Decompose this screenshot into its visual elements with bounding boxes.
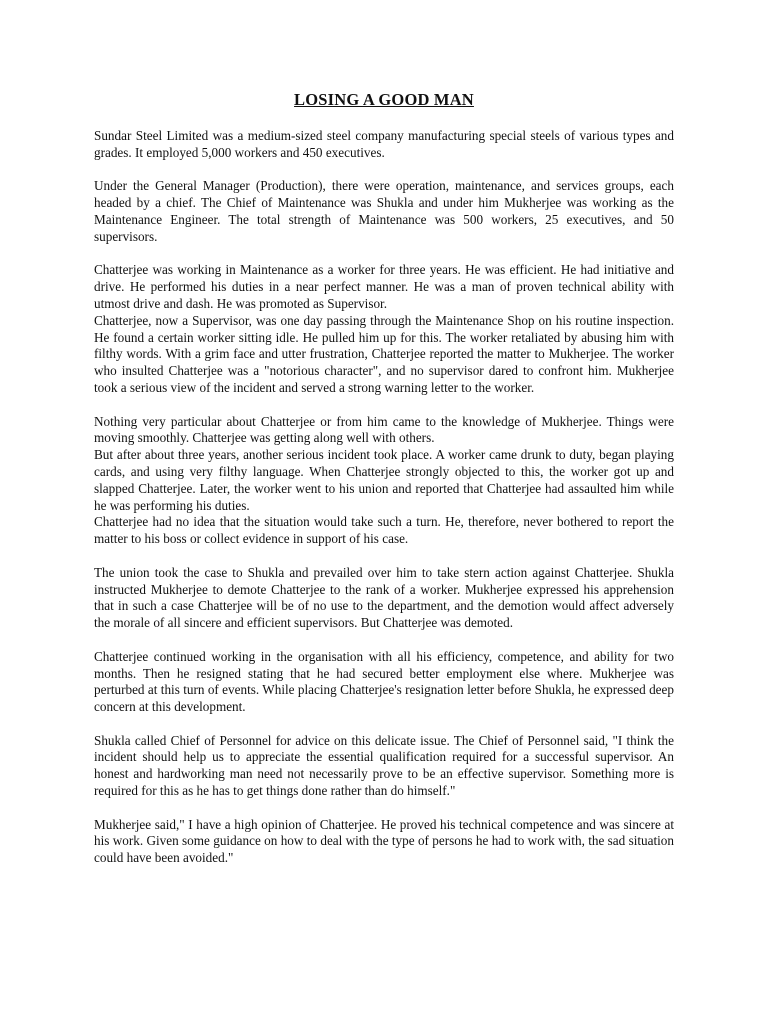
paragraph-mukherjee-opinion: Mukherjee said," I have a high opinion of Chatterjee. He proved his technical competence and was sincere at his work. Given some guidance on how to deal with the type of persons he had to work with, the sad situation could have been avoided." bbox=[94, 816, 674, 866]
paragraph-first-incident: Chatterjee, now a Supervisor, was one day passing through the Maintenance Shop on his routine inspection. He found a certain worker sitting idle. He pulled him up for this. The worker retaliated by abusing him with filthy words. With a grim face and utter frustration, Chatterjee reported the matter to Mukherjee. The worker who insulted Chatterjee was a "notorious character", and no supervisor dared to confront him. Mukherjee took a serious view of the incident and served a strong warning letter to the worker. bbox=[94, 312, 674, 395]
paragraph-company-intro: Sundar Steel Limited was a medium-sized steel company manufacturing special steels of various types and grades. It employed 5,000 workers and 450 executives. bbox=[94, 128, 674, 160]
paragraph-chatterjee-worker: Chatterjee was working in Maintenance as a worker for three years. He was efficient. He had initiative and drive. He performed his duties in a near perfect manner. He was a man of proven technical ability with utmost drive and dash. He was promoted as Supervisor. bbox=[94, 262, 674, 311]
paragraph-second-incident: But after about three years, another serious incident took place. A worker came drunk to duty, began playing cards, and using very filthy language. When Chatterjee strongly objected to this, the worker got up and slapped Chatterjee. Later, the worker went to his union and reported that Chatterjee had assaulted him while he was performing his duties. bbox=[94, 447, 674, 513]
paragraph-demotion: The union took the case to Shukla and prevailed over him to take stern action against Chatterjee. Shukla instructed Mukherjee to demote Chatterjee to the rank of a worker. Mukherjee expressed his apprehension that in such a case Chatterjee will be of no use to the department, and the demotion would affect adversely the morale of all sincere and efficient supervisors. But Chatterjee was demoted. bbox=[94, 564, 674, 631]
paragraph-resignation: Chatterjee continued working in the organisation with all his efficiency, competence, and ability for two months. Then he resigned stating that he had secured better employment else where. Mukherjee was perturbed at this turn of events. While placing Chatterjee's resignation letter before Shukla, he expressed deep concern at this development. bbox=[94, 648, 674, 715]
paragraph-organisation: Under the General Manager (Production), there were operation, maintenance, and services groups, each headed by a chief. The Chief of Maintenance was Shukla and under him Mukherjee was working as the Maintenance Engineer. The total strength of Maintenance was 500 workers, 25 executives, and 50 supervisors. bbox=[94, 178, 674, 244]
document-title: LOSING A GOOD MAN bbox=[294, 90, 474, 109]
document-page bbox=[94, 90, 674, 867]
paragraph-no-evidence: Chatterjee had no idea that the situation would take such a turn. He, therefore, never bothered to report the matter to his boss or collect evidence in support of his case. bbox=[94, 514, 674, 547]
paragraph-chief-of-personnel: Shukla called Chief of Personnel for advice on this delicate issue. The Chief of Personnel said, "I think the incident should help us to appreciate the essential qualification required for a successful supervisor. An honest and hardworking man need not necessarily prove to be an effective supervisor. Something more is required for this as he has to get things done rather than do himself." bbox=[94, 732, 674, 799]
paragraph-smooth-period: Nothing very particular about Chatterjee or from him came to the knowledge of Mukherjee. Things were moving smoothly. Chatterjee was getting along well with others. bbox=[94, 413, 674, 446]
